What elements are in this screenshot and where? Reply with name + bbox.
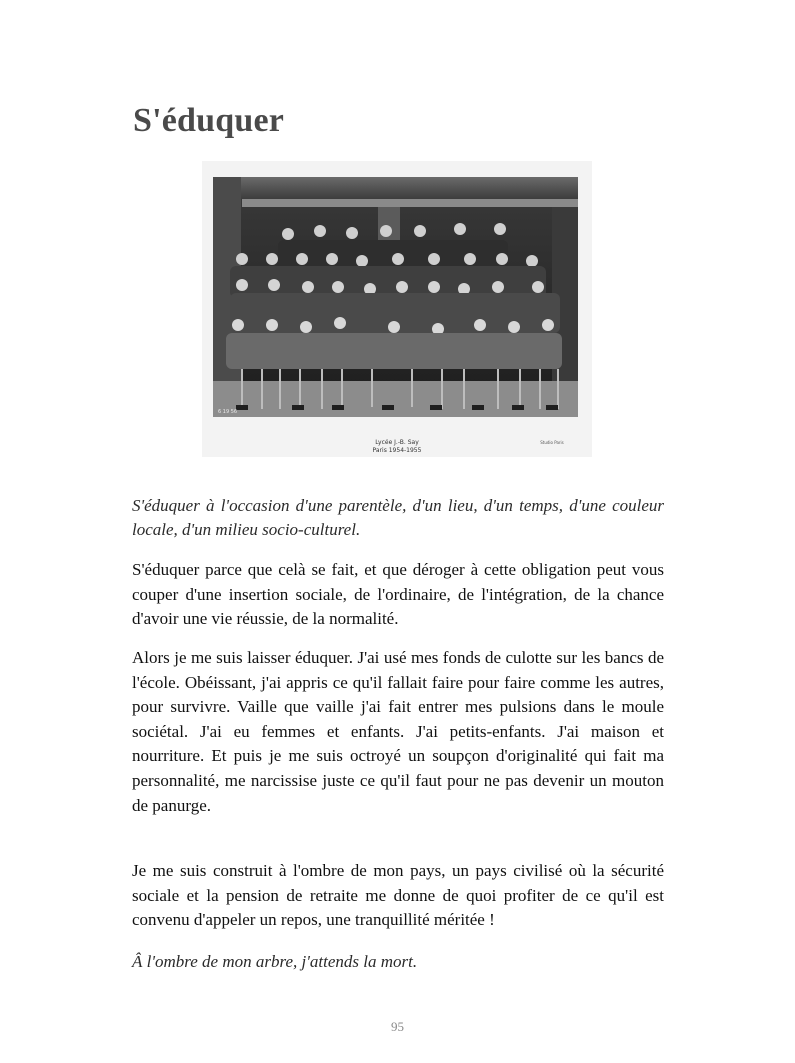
- class-photo-image: [202, 161, 592, 457]
- body-paragraph-1: S'éduquer parce que celà se fait, et que déroger à cette obligation peut vous couper d'une insertion sociale, de l'ordinaire, de l'intégration, de la chance d'avoir une vie réussie, de la normalité.: [132, 560, 664, 629]
- photo-studio-mark: Studio Paris: [540, 440, 564, 445]
- closing-line: Â l'ombre de mon arbre, j'attends la mort.: [132, 952, 418, 971]
- page-number: 95: [391, 1019, 404, 1034]
- intro-paragraph: S'éduquer à l'occasion d'une parentèle, d'un lieu, d'un temps, d'une couleur locale, d'un milieu socio-culturel.: [132, 496, 664, 539]
- class-photo: [202, 161, 592, 457]
- photo-caption-line2: Paris 1954-1955: [372, 447, 422, 454]
- page-title: S'éduquer: [133, 102, 285, 139]
- photo-corner-mark: 6 19 56: [218, 409, 238, 415]
- photo-caption-line1: Lycée J.-B. Say: [375, 439, 419, 446]
- body-paragraph-2: Alors je me suis laisser éduquer. J'ai usé mes fonds de culotte sur les bancs de l'école. Obéissant, j'ai appris ce qu'il fallait faire pour faire comme les autres, pour survivre. Vaille que vaille j'ai fait entrer mes pulsions dans le moule sociétal. J'ai eu femmes et enfants. J'ai petits-enfants. J'ai maison et nourriture. Et puis je me suis octroyé un soupçon d'originalité qui fait ma personnalité, me narcissise juste ce qu'il faut pour ne pas devenir un mouton de panurge.: [132, 648, 664, 815]
- body-paragraph-3: Je me suis construit à l'ombre de mon pays, un pays civilisé où la sécurité sociale et la pension de retraite me donne de quoi profiter de ce qu'il est convenu d'appeler un repos, une tranquillité méritée !: [132, 861, 664, 930]
